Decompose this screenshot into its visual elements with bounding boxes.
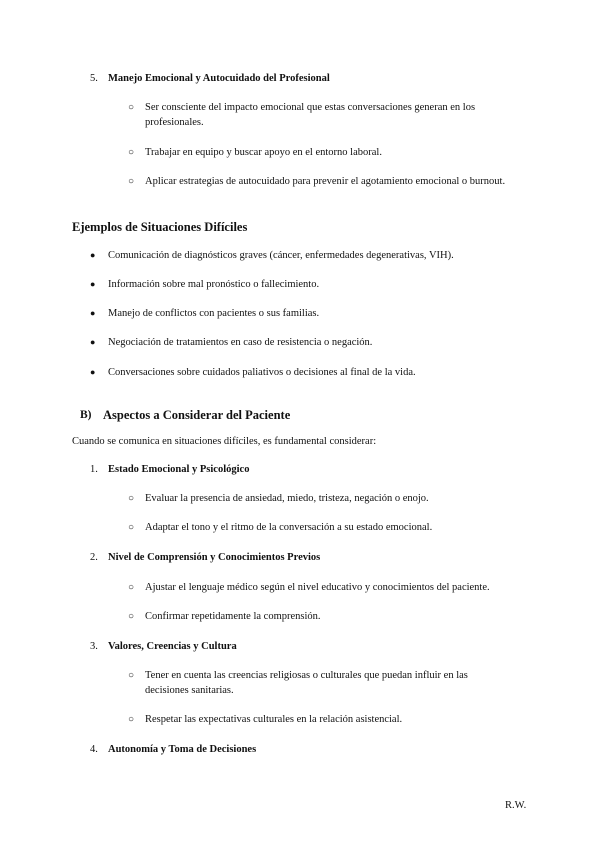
list-item: Ser consciente del impacto emocional que estas conversaciones generan en los (145, 102, 476, 113)
list-item: Respetar las expectativas culturales en la relación asistencial. (145, 714, 403, 725)
section-heading: Ejemplos de Situaciones Difíciles (72, 220, 248, 234)
circle-bullet-icon: ○ (128, 147, 135, 158)
list-item: Tener en cuenta las creencias religiosas o culturales que puedan influir en las (145, 670, 468, 681)
subsection-title: Autonomía y Toma de Decisiones (108, 744, 257, 755)
disc-bullet-icon: ● (90, 367, 96, 377)
disc-bullet-icon: ● (90, 250, 96, 260)
disc-bullet-icon: ● (90, 337, 96, 347)
subsection-title: Estado Emocional y Psicológico (108, 464, 250, 475)
circle-bullet-icon: ○ (128, 714, 135, 725)
intro-paragraph: Cuando se comunica en situaciones difíciles, es fundamental considerar: (72, 436, 377, 447)
list-item: Manejo de conflictos con pacientes o sus familias. (108, 308, 320, 319)
subsection-title: Manejo Emocional y Autocuidado del Profesional (108, 73, 330, 84)
section-heading: Aspectos a Considerar del Paciente (103, 408, 291, 422)
list-item: Información sobre mal pronóstico o fallecimiento. (108, 279, 320, 290)
list-item: Confirmar repetidamente la comprensión. (145, 611, 321, 622)
list-item-continuation: profesionales. (145, 117, 204, 128)
circle-bullet-icon: ○ (128, 582, 135, 593)
footer-initials: R.W. (505, 800, 527, 811)
list-item: Comunicación de diagnósticos graves (cáncer, enfermedades degenerativas, VIH). (108, 250, 454, 261)
list-number: 5. (90, 73, 98, 84)
disc-bullet-icon: ● (90, 279, 96, 289)
circle-bullet-icon: ○ (128, 493, 135, 504)
list-number: 3. (90, 641, 98, 652)
list-item: Evaluar la presencia de ansiedad, miedo, tristeza, negación o enojo. (145, 493, 429, 504)
list-item: Negociación de tratamientos en caso de resistencia o negación. (108, 337, 373, 348)
circle-bullet-icon: ○ (128, 522, 135, 533)
circle-bullet-icon: ○ (128, 102, 135, 113)
list-item-continuation: decisiones sanitarias. (145, 685, 234, 696)
circle-bullet-icon: ○ (128, 611, 135, 622)
list-item: Adaptar el tono y el ritmo de la conversación a su estado emocional. (145, 522, 433, 533)
subsection-title: Valores, Creencias y Cultura (108, 641, 237, 652)
disc-bullet-icon: ● (90, 308, 96, 318)
section-label: B) (80, 409, 92, 421)
list-item: Trabajar en equipo y buscar apoyo en el entorno laboral. (145, 147, 382, 158)
list-item: Ajustar el lenguaje médico según el nivel educativo y conocimientos del paciente. (145, 582, 490, 593)
list-item: Conversaciones sobre cuidados paliativos o decisiones al final de la vida. (108, 367, 416, 378)
circle-bullet-icon: ○ (128, 176, 135, 187)
list-number: 1. (90, 464, 98, 475)
list-item: Aplicar estrategias de autocuidado para prevenir el agotamiento emocional o burnout. (145, 176, 506, 187)
list-number: 4. (90, 744, 98, 755)
circle-bullet-icon: ○ (128, 670, 135, 681)
list-number: 2. (90, 552, 98, 563)
subsection-title: Nivel de Comprensión y Conocimientos Previos (108, 552, 321, 563)
